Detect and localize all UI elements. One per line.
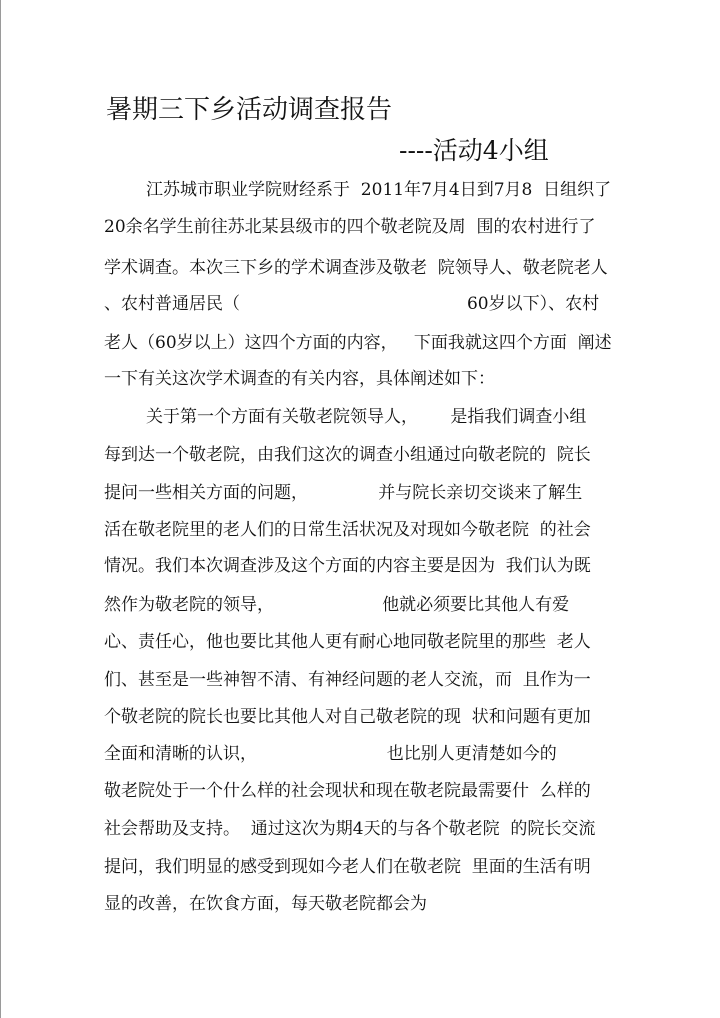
body-line: 个敬老院的院长也要比其他人对自己敬老院的现 状和问题有更加 xyxy=(104,707,591,727)
body-line: 们、甚至是一些神智不清、有神经问题的老人交流，而 且作为一 xyxy=(104,670,591,690)
body-line: 显的改善，在饮食方面，每天敬老院都会为 xyxy=(104,894,427,914)
body-line: 学术调查。本次三下乡的学术调查涉及敬老 院领导人、敬老院老人 xyxy=(104,258,608,278)
body-line: 敬老院处于一个什么样的社会现状和现在敬老院最需要什 么样的 xyxy=(104,781,591,801)
body-line: 每到达一个敬老院，由我们这次的调查小组通过向敬老院的 院长 xyxy=(104,445,591,465)
body-line: 江苏城市职业学院财经系于 2011年7月4日到7月8 日组织了 xyxy=(146,180,612,200)
body-line: 、农村普通居民（ 60岁以下）、农村 xyxy=(104,294,600,314)
report-subtitle: ----活动4小组 xyxy=(399,136,549,165)
body-line: 社会帮助及支持。 通过这次为期4天的与各个敬老院 的院长交流 xyxy=(104,819,596,839)
body-line: 一下有关这次学术调查的有关内容，具体阐述如下： xyxy=(104,369,495,389)
body-line: 提问一些相关方面的问题， 并与院长亲切交谈来了解生 xyxy=(104,483,583,503)
body-line: 20余名学生前往苏北某县级市的四个敬老院及周 围的农村进行了 xyxy=(104,217,596,237)
body-line: 情况。我们本次调查涉及这个方面的内容主要是因为 我们认为既 xyxy=(104,556,591,576)
body-line: 关于第一个方面有关敬老院领导人， 是指我们调查小组 xyxy=(146,407,587,427)
body-line: 全面和清晰的认识， 也比别人更清楚如今的 xyxy=(104,744,557,764)
report-title: 暑期三下乡活动调查报告 xyxy=(106,95,393,125)
body-line: 活在敬老院里的老人们的日常生活状况及对现如今敬老院 的社会 xyxy=(104,520,591,540)
body-line: 心、责任心，他也要比其他人更有耐心地同敬老院里的那些 老人 xyxy=(104,632,591,652)
page-left-edge xyxy=(0,0,1,1018)
body-line: 老人（60岁以上）这四个方面的内容， 下面我就这四个方面 阐述 xyxy=(104,333,612,353)
body-line: 提问，我们明显的感受到现如今老人们在敬老院 里面的生活有明 xyxy=(104,857,591,877)
body-line: 然作为敬老院的领导， 他就必须要比其他人有爱 xyxy=(104,595,570,615)
